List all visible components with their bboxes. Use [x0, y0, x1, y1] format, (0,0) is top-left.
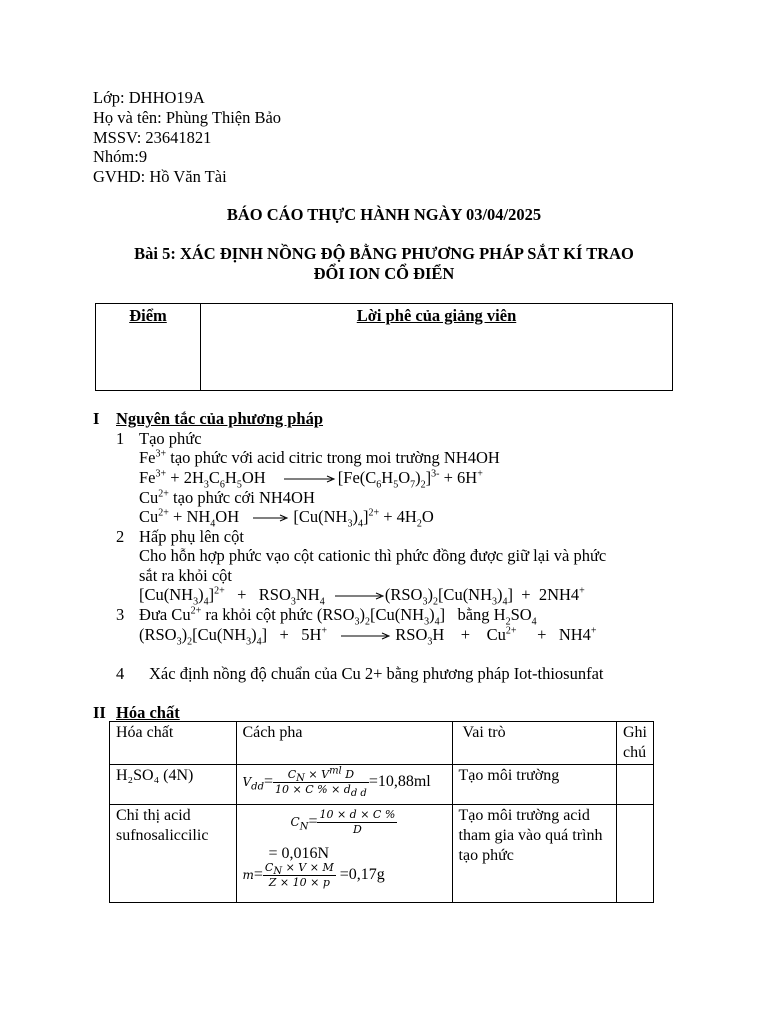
section-1-title: Nguyên tắc của phương pháp	[116, 409, 324, 428]
header-preparation: Cách pha	[236, 722, 452, 765]
formula-m: m= $\frac{C_N \times V \times M}{Z \times 10 \times p}$ =0,17g	[242, 861, 385, 889]
section-1-numeral: I	[93, 409, 100, 428]
comment-header: Lời phê của giảng viên	[356, 306, 517, 325]
formula-vdd-fraction: $\frac{C_N \times V^{ml} D}{10 \times C \% \times d_{d d}}$	[275, 765, 367, 800]
preparation-cell	[236, 805, 452, 903]
table-row	[110, 805, 654, 903]
chemical-cell: H₂SO₄ (4N)	[110, 765, 237, 805]
group-line: Nhóm:9	[93, 147, 148, 166]
cu-equation: $Cu^{2+} + NH_4OH$ $[Cu(NH_3)_4]^{2+} + 4H_2O$	[139, 507, 434, 530]
step-2-title: Hấp phụ lên cột	[139, 527, 244, 546]
cn-result: = 0,016N	[268, 845, 330, 862]
section-2-title: Hóa chất	[116, 703, 180, 722]
step-3-number: 3	[116, 605, 125, 624]
note-cell	[616, 805, 653, 903]
student-id-line: MSSV: 23641821	[93, 128, 212, 147]
step-3-text-a: Đưa Cu	[139, 605, 191, 624]
cu-complex-text: tạo phức cới NH4OH	[173, 488, 315, 507]
step-2-text-2: sắt ra khỏi cột	[139, 566, 233, 585]
reaction-arrow-icon	[253, 513, 289, 523]
header-chemical: Hóa chất	[110, 722, 237, 765]
cu-complex-line: $Cu^{2+}$ tạo phức cới NH4OH	[139, 488, 315, 507]
step-3-text-b: ra khỏi cột phức (RSO	[205, 605, 355, 624]
column-equation: $[Cu(NH_3)_4]^{2+} + RSO_3NH_4$ $(RSO_3)_2[Cu(NH_3)_4] + 2NH4^+$	[139, 585, 585, 608]
name-line: Họ và tên: Phùng Thiện Bảo	[93, 108, 282, 127]
score-cell	[96, 304, 201, 391]
fe-complex-line: $Fe^{3+}$ tạo phức với acid citric trong moi trường NH4OH	[139, 448, 500, 467]
step-3-text-d: SO	[510, 605, 532, 624]
advisor-line: GVHD: Hồ Văn Tài	[93, 167, 227, 186]
report-title: BÁO CÁO THỰC HÀNH NGÀY 03/04/2025	[226, 205, 542, 224]
step-2-text-1: Cho hỗn hợp phức vạo cột cationic thì phức đồng được giữ lại và phức	[139, 546, 607, 565]
chemical-cell: Chỉ thị acid sufnosaliccilic	[110, 805, 237, 903]
step-1-number: 1	[116, 429, 125, 448]
fe-equation: $Fe^{3+} + 2H_3C_6H_5OH$ $[Fe(C_6H_5O_7)_2]^{3-} + 6H^+$	[139, 468, 483, 491]
table-header-row	[110, 722, 654, 765]
reaction-arrow-icon	[341, 631, 391, 641]
role-cell: Tạo môi trường acid tham gia vào quá trình tạo phức	[452, 805, 616, 903]
step-2-number: 2	[116, 527, 125, 546]
role-cell: Tạo môi trường	[452, 765, 616, 805]
step-4-number: 4	[116, 664, 125, 683]
formula-vdd-label: $V_{dd}$	[242, 775, 264, 793]
table-row	[110, 765, 654, 805]
note-cell	[616, 765, 653, 805]
fe-complex-text: tạo phức với acid citric trong moi trường NH4OH	[170, 448, 500, 467]
step-3-line: Đưa $Cu^{2+}$ ra khỏi cột phức $(RSO_3)_2[Cu(NH_3)_4]$ bằng $H_2SO_4$	[139, 605, 537, 628]
m-result: =0,17g	[339, 866, 385, 884]
vdd-result: =10,88ml	[368, 773, 431, 791]
step-1-title: Tạo phức	[139, 429, 202, 448]
lesson-title-line-2: ĐỔI ION CỔ ĐIỂN	[313, 264, 455, 283]
score-header: Điểm	[129, 306, 167, 325]
comment-cell	[201, 304, 673, 391]
section-2-numeral: II	[93, 703, 106, 722]
formula-cn: $C_N=$ $\frac{10 \times d \times C \%}{D}$	[290, 808, 396, 836]
grade-table	[95, 303, 673, 391]
preparation-cell: $V_{dd}=$ $\frac{C_N \times V^{ml} D}{10 \times C \% \times d_{d d}}$ =10,88ml	[236, 765, 452, 805]
reaction-arrow-icon	[284, 474, 338, 484]
step-3-text-c: bằng H	[457, 605, 506, 624]
elution-equation: $(RSO_3)_2[Cu(NH_3)_4] + 5H^+$ $RSO_3H$ + $Cu^{2+}$ + NH4+	[139, 625, 597, 648]
lesson-title-line-1: Bài 5: XÁC ĐỊNH NỒNG ĐỘ BẰNG PHƯƠNG PHÁP SẮT KÍ TRAO	[134, 244, 634, 263]
chemicals-table	[109, 721, 654, 903]
step-4-text: Xác định nồng độ chuẩn của Cu 2+ bằng phương pháp Iot-thiosunfat	[149, 664, 604, 683]
class-line: Lớp: DHHO19A	[93, 88, 205, 107]
reaction-arrow-icon	[335, 591, 385, 601]
header-note: Ghi chú	[616, 722, 653, 765]
header-role: Vai trò	[452, 722, 616, 765]
